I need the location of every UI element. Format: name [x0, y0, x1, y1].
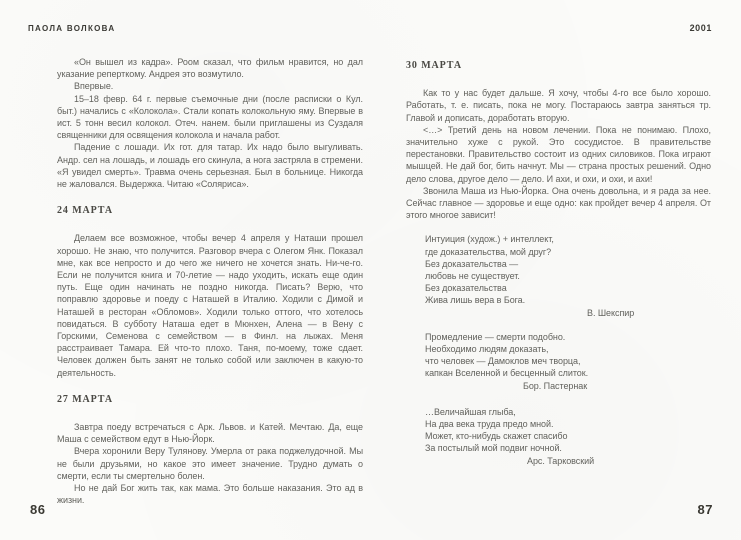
- verse-line: Без доказательства: [425, 283, 507, 294]
- paragraph: <…> Третий день на новом лечении. Пока не понимаю. Плохо, значительно хуже с рукой. Это сосудистое. В правительстве перестановки. Правительство состоит из одних силовиков. Пока играют мышцей. Не дай бог, бить начнут. Мы — страна простых решений. Одно дело слова, другое дело — дело. И ахи, и охи, и охи, и ахи!: [406, 124, 711, 184]
- verse-line: любовь не существует.: [425, 271, 520, 282]
- section-heading-30-marta: 30 МАРТА: [406, 60, 462, 71]
- verse-line: Необходимо людям доказать,: [425, 344, 549, 355]
- section-heading-24-marta: 24 МАРТА: [57, 205, 113, 217]
- paragraph: «Он вышел из кадра». Роом сказал, что фильм нравится, но дал указание реперткому. Андрея это возмутило.: [57, 57, 363, 80]
- verse-attribution: Арс. Тарковский: [527, 455, 595, 466]
- paragraph: Завтра поеду встречаться с Арк. Львов. и Катей. Мечтаю. Да, еще Маша с семейством едут в Нью-Йорк.: [57, 422, 363, 445]
- right-page: [406, 60, 711, 467]
- left-page: [57, 56, 363, 507]
- paragraph: Вчера хоронили Веру Тулянову. Умерла от рака поджелудочной. Мы не были друзьями, но какое это имеет значение. Трудно думать о смерти, если ты смертельно болен.: [57, 446, 363, 481]
- verse-line: …Величайшая глыба,: [425, 406, 516, 417]
- paragraph: Звонила Маша из Нью-Йорка. Она очень довольна, и я рада за нее. Сейчас главное — здоровье и еще одно: как пройдет вечер 4 апреля. От этого многое зависит!: [406, 185, 711, 221]
- verse-line: что человек — Дамоклов меч творца,: [425, 356, 581, 367]
- paragraph: Но не дай Бог жить так, как мама. Это больше наказания. Это ад в жизни.: [57, 483, 363, 506]
- verse-shakespeare: [406, 233, 711, 318]
- verse-line: Интуиция (худож.) + интеллект,: [425, 234, 554, 245]
- running-head-author: ПАОЛА ВОЛКОВА: [28, 24, 116, 33]
- verse-tarkovsky: [406, 406, 711, 467]
- verse-pasternak: [406, 331, 711, 392]
- page-number-right: 87: [697, 502, 713, 517]
- paragraph: Делаем все возможное, чтобы вечер 4 апреля у Наташи прошел хорошо. Не знаю, что получится. Разговор вчера с Олегом Янк. Показал мне, как все непросто и до чего же ничего не хочется знать. Ни-че-го. Если не получится книга и 70-летие — надо уходить, искать еще один путь. Еще один начинать не поздно никогда. Писать? Верю, что поправлю здоровье и поеду с Наташей в Италию. Ходили с Димой и Наташей в ресторан «Обломов». Ходили только оттого, что хотелось повидаться. В субботу Наташа едет в Мюнхен, Алена — в Вену с Горскими, Семенова с семейством — в Финл. на лыжах. Меня расстраивает Тамара. Ей что-то плохо. Таня, по-моему, тоже сдает. Человек должен быть занят не только собой или заключен в какую-то деятельность.: [57, 233, 363, 378]
- running-head-year: 2001: [689, 23, 712, 33]
- verse-attribution: В. Шекспир: [587, 307, 635, 318]
- verse-line: где доказательства, мой друг?: [425, 246, 552, 257]
- paragraph: Как то у нас будет дальше. Я хочу, чтобы 4-го все было хорошо. Работать, т. е. писать, пока не могу. Постараюсь завтра заняться тр. Главой и дописать, доработать вторую.: [406, 88, 711, 123]
- verse-line: Без доказательства —: [425, 258, 519, 269]
- verse-line: За постылый мой подвиг ночной.: [425, 443, 562, 454]
- verse-line: Может, кто-нибудь скажет спасибо: [425, 431, 568, 442]
- section-heading-27-marta: 27 МАРТА: [57, 393, 113, 405]
- verse-line: Жива лишь вера в Бога.: [425, 295, 526, 306]
- verse-attribution: Бор. Пастернак: [523, 380, 588, 391]
- paragraph: Впервые.: [74, 81, 114, 92]
- page-number-left: 86: [30, 502, 46, 517]
- verse-line: капкан Вселенной и бесценный слиток.: [425, 368, 589, 379]
- verse-line: Промедление — смерти подобно.: [425, 331, 566, 342]
- paragraph: Падение с лошади. Их гот. для татар. Их надо было выгуливать. Андр. сел на лошадь, и лошадь его скинула, а нога застряла в стремени. «Я увидел смерть». Травма очень серьезная. Был в больнице. Никогда не жаловался. Выдержка. Читаю «Соляриса».: [57, 142, 363, 190]
- verse-line: На два века труда предо мной.: [425, 419, 554, 430]
- paragraph: 15–18 февр. 64 г. первые съемочные дни (после расписки о Кул. быт.) начались с «Колокола». Стали копать колокольную яму. Впервые в ист. 5 тонн весил колокол. Отеч. нанем. были приглашены из Суздаля священники для освящения колокола и начала работ.: [57, 93, 363, 141]
